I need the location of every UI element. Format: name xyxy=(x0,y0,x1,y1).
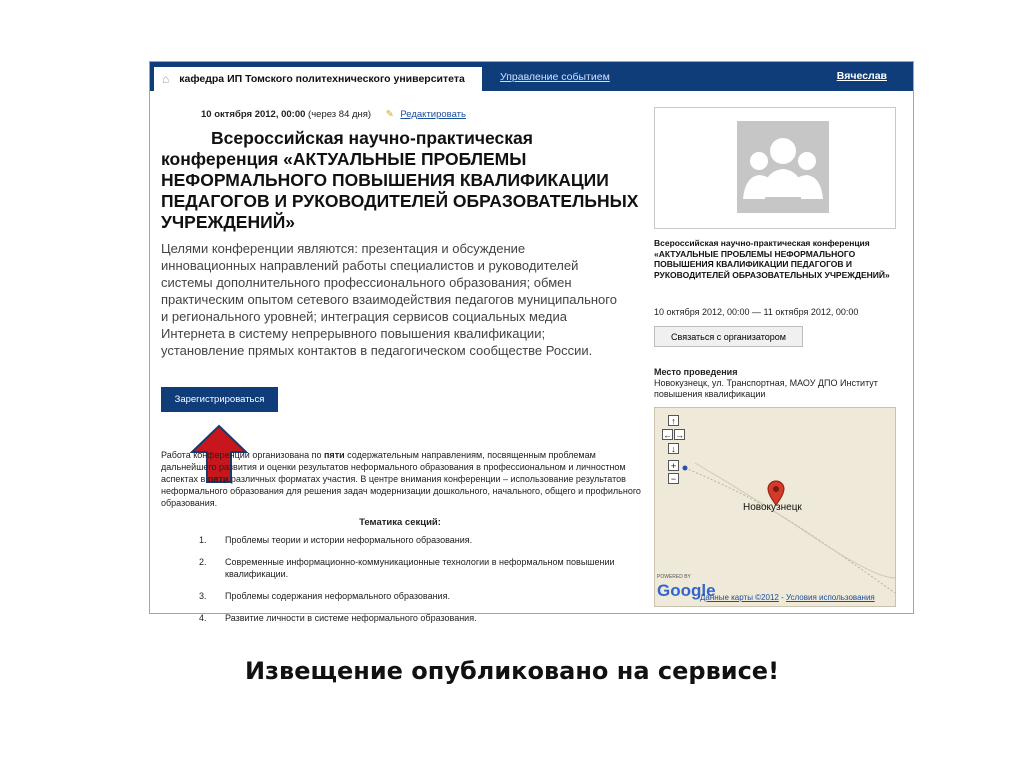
sidebar-event-title: Всероссийская научно-практическая конференция «АКТУАЛЬНЫЕ ПРОБЛЕМЫ НЕФОРМАЛЬНОГО ПОВЫШЕНИЯ КВАЛИФИКАЦИИ ПЕДАГОГОВ И РУКОВОДИТЕЛЕЙ ОБРАЗОВАТЕЛЬНЫХ УЧРЕЖДЕНИЙ» xyxy=(654,238,890,280)
event-relative-time: (через 84 дня) xyxy=(308,109,372,120)
contact-organizer-button[interactable]: Связаться с организатором xyxy=(654,326,803,347)
slide-caption: Извещение опубликовано на сервисе! xyxy=(244,657,780,685)
home-tab[interactable] xyxy=(154,67,482,91)
sections-list xyxy=(199,534,619,634)
list-item: 2. Современные информационно-коммуникационные технологии в неформальном повышении квалификации. xyxy=(199,557,615,579)
event-image-box xyxy=(654,107,896,229)
event-title: Всероссийская научно-практическая конференция «АКТУАЛЬНЫЕ ПРОБЛЕМЫ НЕФОРМАЛЬНОГО ПОВЫШЕНИЯ КВАЛИФИКАЦИИ ПЕДАГОГОВ И РУКОВОДИТЕЛЕЙ ОБРАЗОВАТЕЛЬНЫХ УЧРЕЖДЕНИЙ» xyxy=(161,128,639,232)
list-item: 4. Развитие личности в системе неформального образования. xyxy=(199,613,477,623)
map-attribution: Данные карты ©2012 - Условия использования xyxy=(700,593,875,602)
event-date: 10 октября 2012, 00:00 xyxy=(201,109,306,120)
home-icon: ⌂ xyxy=(162,72,170,86)
venue-heading: Место проведения xyxy=(654,367,738,377)
group-avatar xyxy=(737,121,829,213)
edit-link[interactable]: Редактировать xyxy=(400,109,466,120)
home-tab-label: кафедра ИП Томского политехнического университета xyxy=(179,73,465,85)
user-link[interactable]: Вячеслав xyxy=(836,70,887,82)
top-bar xyxy=(150,62,913,91)
manage-event-link[interactable]: Управление событием xyxy=(500,71,610,83)
map-terms-link[interactable]: Условия использования xyxy=(785,593,875,602)
event-date-line xyxy=(201,109,466,120)
map-data-link[interactable]: Данные карты ©2012 xyxy=(700,593,779,602)
venue-address: Новокузнецк, ул. Транспортная, МАОУ ДПО Институт повышения квалификации xyxy=(654,378,878,399)
screenshot-frame xyxy=(149,61,914,623)
pan-down-icon[interactable]: ↓ xyxy=(668,443,679,454)
map-powered-by: POWERED BY xyxy=(657,574,691,580)
event-description: Целями конференции являются: презентация и обсуждение инновационных направлений работы специалистов и руководителей системы дополнительного профессионального образования; обмен практическим опытом сетевого взаимодействия педагогов муниципального и регионального уровней; интеграция сервисов социальных медиа Интернета в систему непрерывного повышения квалификации; установление прямых контактов в педагогическом сообществе России. xyxy=(161,241,617,358)
map-city-label: Новокузнецк xyxy=(743,502,802,513)
register-button[interactable]: Зарегистрироваться xyxy=(161,387,278,412)
sidebar-event-dates: 10 октября 2012, 00:00 — 11 октября 2012, 00:00 xyxy=(654,307,859,317)
pan-left-icon[interactable]: ← xyxy=(663,430,672,440)
pan-right-icon[interactable]: → xyxy=(675,430,684,440)
pan-up-icon[interactable]: ↑ xyxy=(668,415,679,426)
group-placeholder-icon xyxy=(737,121,829,213)
zoom-in-icon[interactable]: + xyxy=(668,460,679,471)
pencil-icon: ✎ xyxy=(385,109,394,120)
list-item: 1. Проблемы теории и истории неформального образования. xyxy=(199,535,473,545)
sections-title: Тематика секций: xyxy=(359,517,441,528)
google-logo: Google xyxy=(657,581,716,600)
event-info-paragraph: Работа конференции организована по пяти содержательным направлениям, посвященным проблемам дальнейшего развития и оценки результатов неформального образования в профессиональном и личностном аспектах в пяти различных форматах участия. В центре внимания конференции – использование результатов неформального образования для решения задач модернизации дошкольного, начального, общего и профильного образования. xyxy=(161,450,641,508)
list-item: 3. Проблемы содержания неформального образования. xyxy=(199,591,450,601)
zoom-out-icon[interactable]: − xyxy=(668,473,679,484)
venue-map[interactable] xyxy=(654,407,896,607)
